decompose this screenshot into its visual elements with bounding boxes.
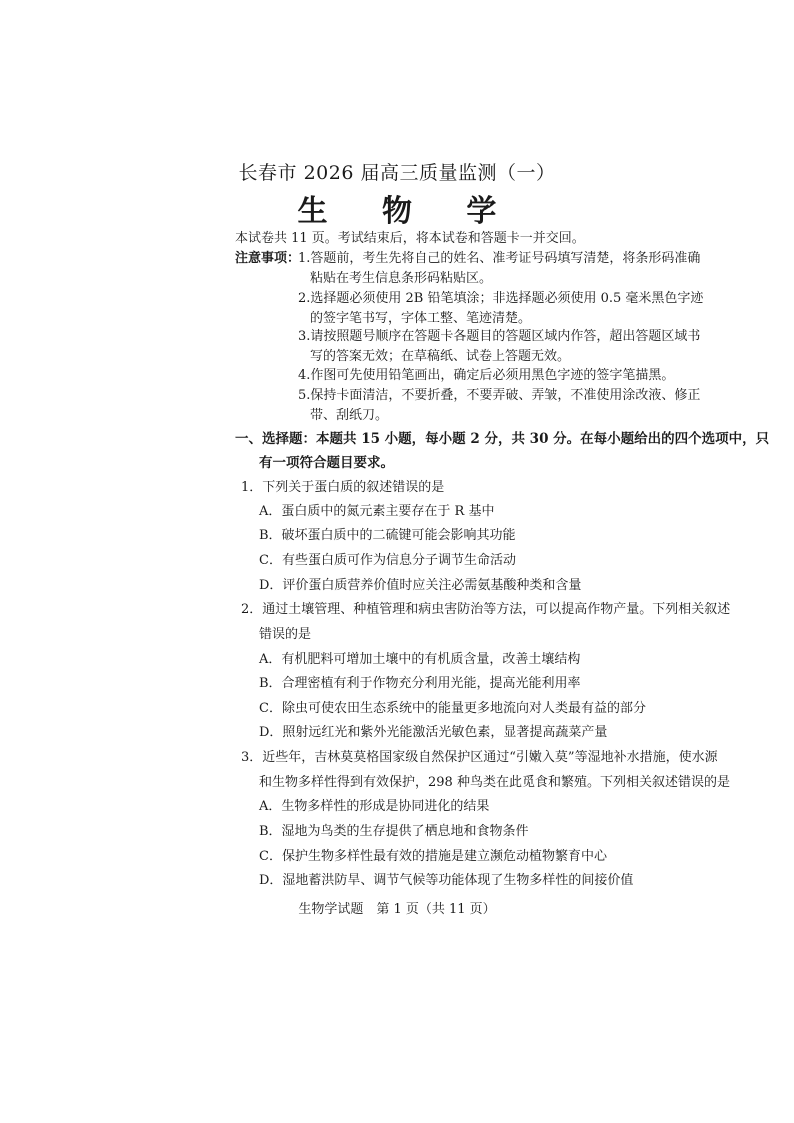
question-1-option-a: A．蛋白质中的氮元素主要存在于 R 基中	[259, 504, 495, 519]
question-3-option-a: A．生物多样性的形成是协同进化的结果	[259, 799, 490, 814]
question-2-option-d: D．照射远红光和紫外光能激活光敏色素，显著提高蔬菜产量	[259, 725, 608, 740]
section-heading-cont: 有一项符合题目要求。	[259, 455, 394, 471]
intro-text: 本试卷共 11 页。考试结束后，将本试卷和答题卡一并交回。	[235, 231, 585, 246]
question-1-option-d: D．评价蛋白质营养价值时应关注必需氨基酸种类和含量	[259, 578, 582, 593]
notes-line: 2.选择题必须使用 2B 铅笔填涂；非选择题必须使用 0.5 毫米黑色字迹	[298, 291, 704, 306]
question-3-stem-cont: 和生物多样性得到有效保护，298 种鸟类在此觅食和繁殖。下列相关叙述错误的是	[259, 775, 730, 790]
question-2-stem-cont: 错误的是	[259, 627, 312, 642]
question-2-stem: 2．通过土壤管理、种植管理和病虫害防治等方法，可以提高作物产量。下列相关叙述	[241, 602, 731, 617]
section-heading: 一、选择题：本题共 15 小题，每小题 2 分，共 30 分。在每小题给出的四个选项中，只	[235, 431, 770, 447]
question-2-option-a: A．有机肥料可增加土壤中的有机质含量，改善土壤结构	[259, 652, 581, 667]
notes-line: 的签字笔书写，字体工整、笔迹清楚。	[310, 311, 532, 326]
question-3-option-c: C．保护生物多样性最有效的措施是建立濒危动植物繁育中心	[259, 849, 607, 864]
question-1-option-c: C．有些蛋白质可作为信息分子调节生命活动	[259, 553, 516, 568]
question-3-option-d: D．湿地蓄洪防旱、调节气候等功能体现了生物多样性的间接价值	[259, 873, 634, 888]
notes-label: 注意事项：	[235, 251, 301, 266]
page-footer: 生物学试题 第 1 页（共 11 页）	[298, 902, 496, 917]
question-3-option-b: B．湿地为鸟类的生存提供了栖息地和食物条件	[259, 824, 529, 839]
question-3-stem: 3．近些年，吉林莫莫格国家级自然保护区通过“引嫩入莫”等湿地补水措施，使水源	[241, 750, 718, 765]
question-2-option-c: C．除虫可使农田生态系统中的能量更多地流向对人类最有益的部分	[259, 701, 646, 716]
exam-title: 长春市 2026 届高三质量监测（一）	[238, 162, 556, 184]
notes-line: 写的答案无效；在草稿纸、试卷上答题无效。	[310, 349, 571, 364]
notes-line: 带、刮纸刀。	[310, 408, 389, 423]
notes-line: 粘贴在考生信息条形码粘贴区。	[310, 271, 493, 286]
notes-line: 1.答题前，考生先将自己的姓名、准考证号码填写清楚，将条形码准确	[298, 251, 701, 266]
subject-title: 生 物 学	[297, 194, 519, 229]
question-1-option-b: B．破坏蛋白质中的二硫键可能会影响其功能	[259, 528, 516, 543]
notes-line: 3.请按照题号顺序在答题卡各题目的答题区域内作答，超出答题区域书	[298, 329, 701, 344]
notes-line: 5.保持卡面清洁，不要折叠，不要弄破、弄皱，不准使用涂改液、修正	[298, 388, 701, 403]
notes-line: 4.作图可先使用铅笔画出，确定后必须用黑色字迹的签字笔描黑。	[298, 368, 675, 383]
question-1-stem: 1．下列关于蛋白质的叙述错误的是	[241, 480, 445, 495]
question-2-option-b: B．合理密植有利于作物充分利用光能，提高光能利用率	[259, 676, 581, 691]
